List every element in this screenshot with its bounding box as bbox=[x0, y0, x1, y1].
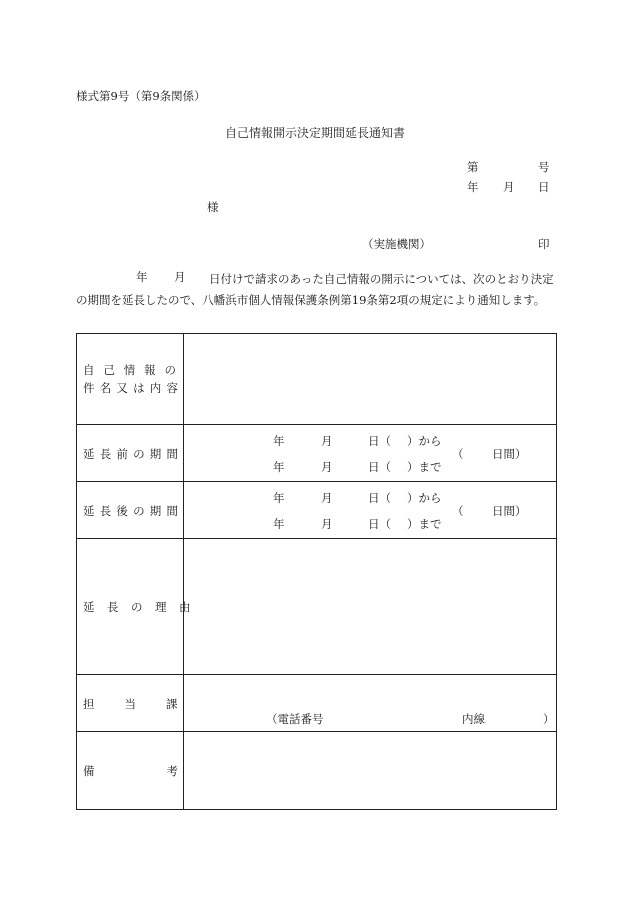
reason-field[interactable] bbox=[190, 543, 550, 669]
document-title: 自己情報開示決定期間延長通知書 bbox=[225, 126, 406, 140]
after-to-year: 年 bbox=[273, 517, 285, 531]
before-days-open: （ bbox=[452, 447, 464, 461]
doc-number-dai: 第 bbox=[467, 160, 479, 174]
after-from-month: 月 bbox=[321, 491, 333, 505]
after-days-close: 日間） bbox=[492, 504, 527, 518]
before-to-year: 年 bbox=[273, 460, 285, 474]
extension-label: 内線 bbox=[462, 712, 485, 726]
implementing-agency: （実施機関） bbox=[362, 237, 431, 251]
phone-close-paren: ） bbox=[543, 712, 555, 726]
notice-body bbox=[76, 269, 556, 310]
after-from-day: 日（ bbox=[368, 491, 391, 505]
after-to-day: 日（ bbox=[368, 517, 391, 531]
body-month: 月 bbox=[174, 270, 186, 284]
after-period-label: 延長後の期間 bbox=[83, 504, 184, 518]
reason-label: 延長の理由 bbox=[83, 600, 203, 614]
before-to-month: 月 bbox=[321, 460, 333, 474]
phone-number-label: （電話番号 bbox=[266, 712, 324, 726]
after-days-open: （ bbox=[452, 504, 464, 518]
after-to-made: ）まで bbox=[407, 517, 442, 531]
subject-label-line1: 自 己 情 報 の bbox=[83, 363, 176, 377]
date-year: 年 bbox=[467, 180, 479, 194]
table-divider bbox=[183, 333, 184, 810]
subject-field[interactable] bbox=[190, 338, 550, 418]
before-to-made: ）まで bbox=[407, 460, 442, 474]
doc-number-go: 号 bbox=[538, 160, 550, 174]
before-from-year: 年 bbox=[273, 434, 285, 448]
after-from-year: 年 bbox=[273, 491, 285, 505]
before-period-label: 延長前の期間 bbox=[83, 447, 184, 461]
addressee-sama: 様 bbox=[207, 200, 219, 214]
after-to-month: 月 bbox=[321, 517, 333, 531]
before-to-day: 日（ bbox=[368, 460, 391, 474]
before-from-kara: ）から bbox=[407, 434, 442, 448]
before-from-day: 日（ bbox=[368, 434, 391, 448]
date-day: 日 bbox=[538, 180, 550, 194]
form-number: 様式第9号（第9条関係） bbox=[76, 89, 206, 103]
body-year: 年 bbox=[136, 270, 148, 284]
remarks-field[interactable] bbox=[190, 736, 550, 804]
after-from-kara: ）から bbox=[407, 491, 442, 505]
remarks-label: 備考 bbox=[83, 764, 250, 778]
department-label: 担当課 bbox=[83, 697, 208, 711]
notice-body-text: 日付けで請求のあった自己情報の開示については、次のとおり決定の期間を延長したので、八幡浜市個人情報保護条例第19条第2項の規定により通知します。 bbox=[76, 272, 554, 307]
date-month: 月 bbox=[503, 180, 515, 194]
seal-mark: 印 bbox=[538, 237, 550, 251]
before-days-close: 日間） bbox=[492, 447, 527, 461]
before-from-month: 月 bbox=[321, 434, 333, 448]
subject-label-line2: 件名又は内容 bbox=[83, 381, 184, 395]
